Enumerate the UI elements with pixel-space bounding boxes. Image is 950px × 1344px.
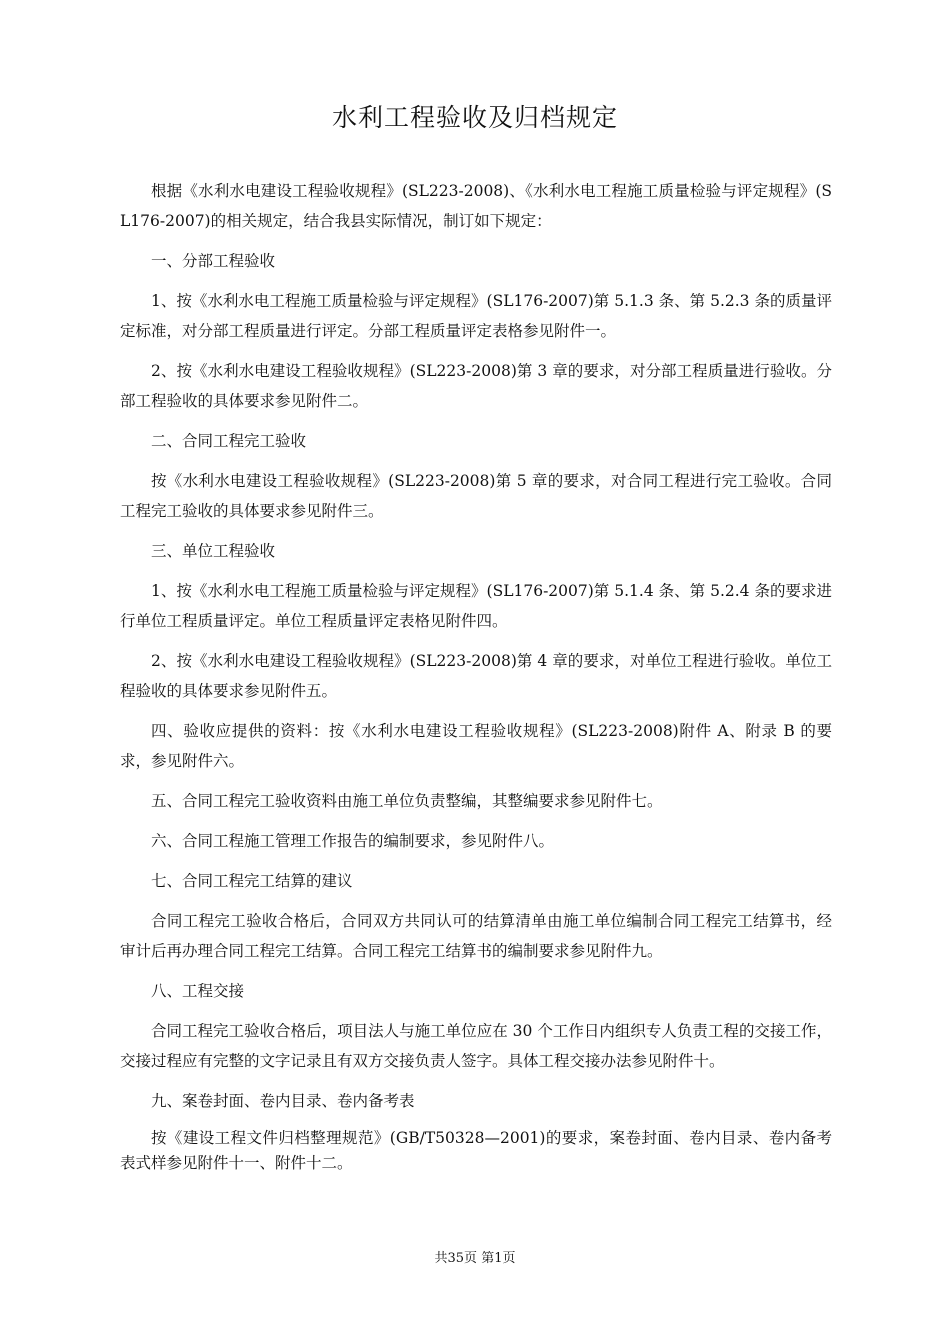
section-3-item-1: 1、按《水利水电工程施工质量检验与评定规程》(SL176-2007)第 5.1.4 条、第 5.2.4 条的要求进行单位工程质量评定。单位工程质量评定表格见附件四。 bbox=[120, 582, 832, 630]
section-9-paragraph: 按《建设工程文件归档整理规范》(GB/T50328—2001)的要求，案卷封面、卷内目录、卷内备考表式样参见附件十一、附件十二。 bbox=[120, 1129, 832, 1172]
section-6-paragraph: 六、合同工程施工管理工作报告的编制要求，参见附件八。 bbox=[151, 832, 555, 850]
section-heading-9: 九、案卷封面、卷内目录、卷内备考表 bbox=[151, 1092, 415, 1110]
section-heading-7: 七、合同工程完工结算的建议 bbox=[151, 872, 353, 890]
section-2-paragraph: 按《水利水电建设工程验收规程》(SL223-2008)第 5 章的要求，对合同工程进行完工验收。合同工程完工验收的具体要求参见附件三。 bbox=[120, 472, 832, 520]
intro-paragraph: 根据《水利水电建设工程验收规程》(SL223-2008)、《水利水电工程施工质量检验与评定规程》(SL176-2007)的相关规定，结合我县实际情况，制订如下规定： bbox=[120, 182, 832, 230]
section-1-item-1: 1、按《水利水电工程施工质量检验与评定规程》(SL176-2007)第 5.1.3 条、第 5.2.3 条的质量评定标准，对分部工程质量进行评定。分部工程质量评定表格参见附件一。 bbox=[120, 292, 832, 340]
section-4-paragraph: 四、验收应提供的资料：按《水利水电建设工程验收规程》(SL223-2008)附件 A、附录 B 的要求，参见附件六。 bbox=[120, 722, 832, 770]
section-heading-3: 三、单位工程验收 bbox=[151, 542, 276, 560]
section-heading-2: 二、合同工程完工验收 bbox=[151, 432, 307, 450]
document-body bbox=[120, 176, 832, 1186]
document-title: 水利工程验收及归档规定 bbox=[331, 103, 618, 132]
section-heading-1: 一、分部工程验收 bbox=[151, 252, 276, 270]
section-8-paragraph: 合同工程完工验收合格后，项目法人与施工单位应在 30 个工作日内组织专人负责工程的交接工作，交接过程应有完整的文字记录且有双方交接负责人签字。具体工程交接办法参见附件十。 bbox=[120, 1022, 832, 1070]
section-5-paragraph: 五、合同工程完工验收资料由施工单位负责整编，其整编要求参见附件七。 bbox=[151, 792, 663, 810]
page-footer: 共35页 第1页 bbox=[434, 1251, 516, 1266]
section-7-paragraph: 合同工程完工验收合格后，合同双方共同认可的结算清单由施工单位编制合同工程完工结算书，经审计后再办理合同工程完工结算。合同工程完工结算书的编制要求参见附件九。 bbox=[120, 912, 832, 960]
section-3-item-2: 2、按《水利水电建设工程验收规程》(SL223-2008)第 4 章的要求，对单位工程进行验收。单位工程验收的具体要求参见附件五。 bbox=[120, 652, 832, 700]
section-1-item-2: 2、按《水利水电建设工程验收规程》(SL223-2008)第 3 章的要求，对分部工程质量进行验收。分部工程验收的具体要求参见附件二。 bbox=[120, 362, 832, 410]
section-heading-8: 八、工程交接 bbox=[151, 982, 245, 1000]
